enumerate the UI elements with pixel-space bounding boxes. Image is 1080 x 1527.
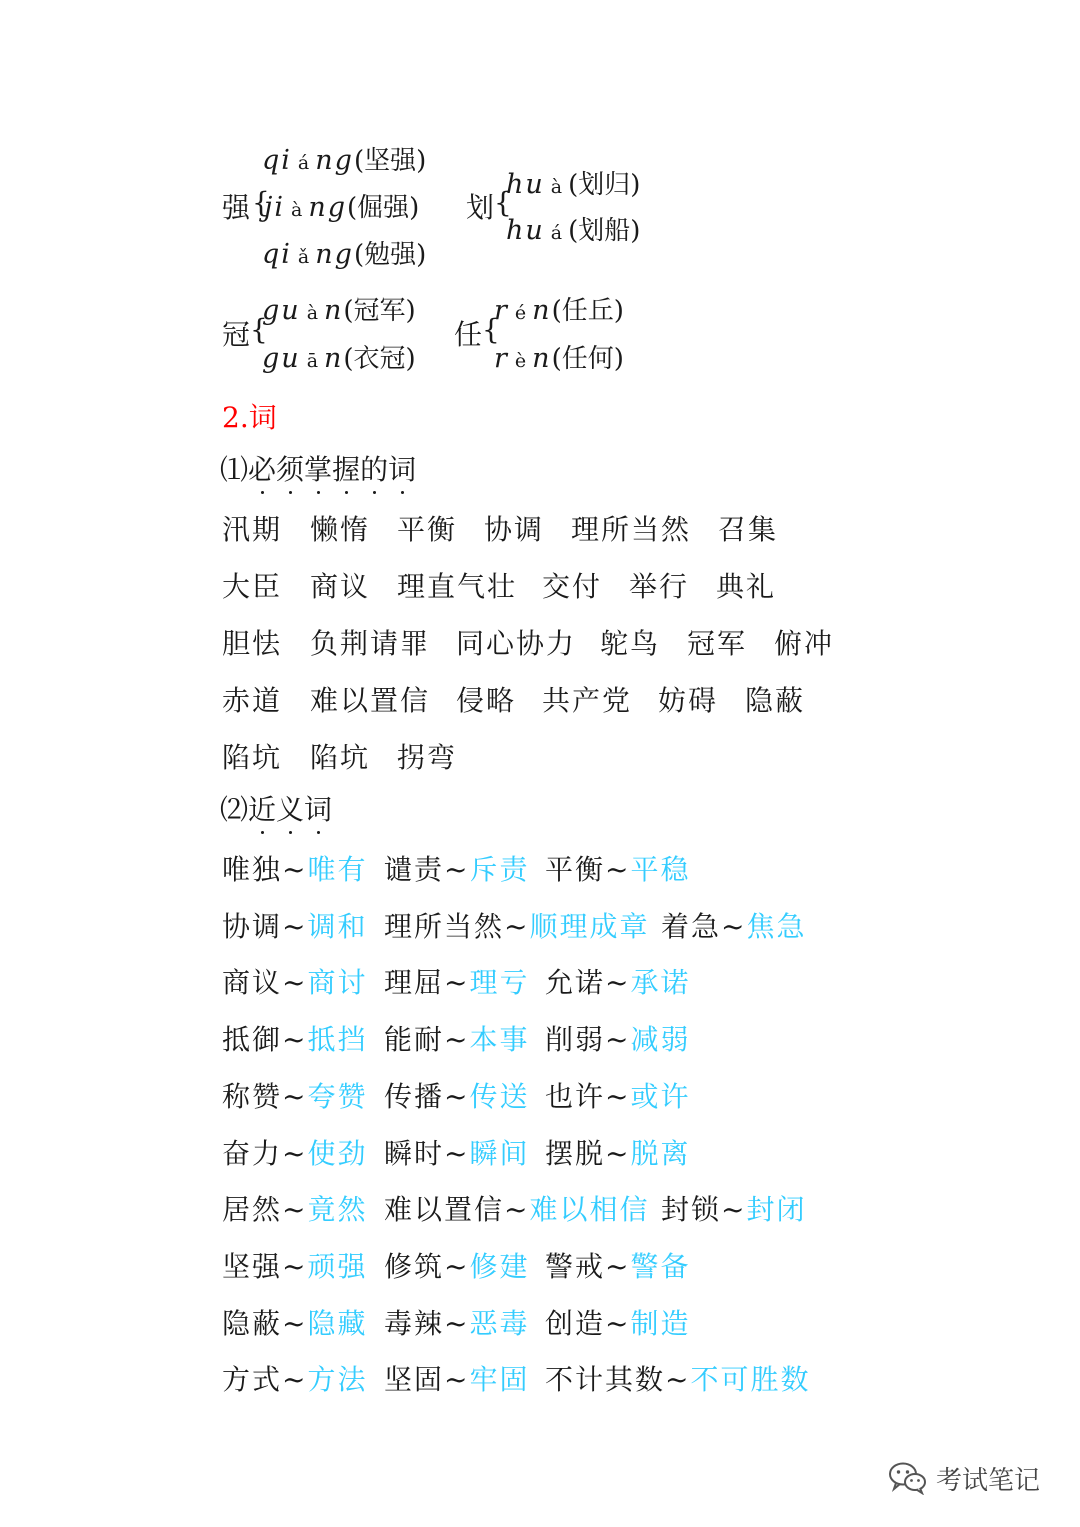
tone-mark: á [297,152,310,174]
must-words-heading [220,448,416,488]
synonym-pair [384,1188,650,1228]
synonym-word: 理屈 [384,966,445,999]
synonym-pair [222,1075,368,1115]
synonym-word: 抵御 [222,1023,283,1056]
synonym-word: 坚强 [222,1250,283,1283]
tilde-separator: ~ [444,1307,470,1340]
synonym-pair [545,1018,691,1058]
gloss: (冠军) [343,296,416,326]
tilde-separator: ~ [282,853,308,886]
tone-mark: è [514,350,527,372]
emphasis-char: 近 [248,788,276,828]
gloss: (坚强) [353,146,427,176]
pinyin-part: ng [315,145,354,176]
synonym-word: 称赞 [222,1080,283,1113]
synonym-answer: 难以相信 [529,1193,650,1226]
synonyms-heading [220,788,332,828]
footer-text: 考试笔记 [936,1466,1041,1496]
tilde-separator: ~ [605,1137,631,1170]
brace: { [252,186,270,219]
word: 交付 [542,570,603,603]
tone-mark: á [550,222,563,244]
synonym-pair [222,1358,368,1398]
tilde-separator: ~ [282,1137,308,1170]
tilde-separator: ~ [444,853,470,886]
synonym-word: 不计其数 [545,1363,666,1396]
synonym-answer: 制造 [630,1307,691,1340]
word: 理所当然 [571,513,692,546]
synonym-answer: 减弱 [630,1023,691,1056]
tilde-separator: ~ [282,1080,308,1113]
synonym-answer: 封闭 [746,1193,807,1226]
tilde-separator: ~ [444,966,470,999]
tilde-separator: ~ [721,910,747,943]
tilde-separator: ~ [282,1250,308,1283]
gloss: (任何) [551,344,624,374]
synonym-pair [545,961,691,1001]
polyphone-char-hua: 划 [466,191,495,224]
synonym-word: 削弱 [545,1023,606,1056]
brace: { [482,313,500,346]
reading-qiang-3 [262,234,426,271]
word: 拐弯 [397,741,458,774]
word: 胆怯 [222,627,283,660]
tilde-separator: ~ [605,1023,631,1056]
word: 侵略 [456,684,517,717]
polyphone-char-qiang: 强 [222,191,251,224]
synonym-pair [384,1075,530,1115]
word: 隐蔽 [745,684,806,717]
polyphone-char-guan: 冠 [222,318,251,351]
word: 召集 [718,513,779,546]
synonym-pair [384,1245,530,1285]
brace: { [250,313,268,346]
synonym-word: 隐蔽 [222,1307,283,1340]
pinyin-part: hu [506,215,545,246]
synonym-pair [222,905,368,945]
gloss: (勉强) [353,240,427,270]
word: 协调 [484,513,545,546]
pinyin-part: qi [262,145,292,176]
synonym-answer: 唯有 [307,853,368,886]
synonym-answer: 传送 [469,1080,530,1113]
synonym-word: 方式 [222,1363,283,1396]
emphasis-char: 掌 [304,448,332,488]
synonym-answer: 竟然 [307,1193,368,1226]
pinyin-part: n [324,343,344,374]
gloss: (倔强) [347,193,420,223]
reading-guan-2 [262,338,416,375]
gloss: (衣冠) [343,344,416,374]
synonym-word: 修筑 [384,1250,445,1283]
reading-ren-1 [494,290,624,327]
emphasis-char: 须 [276,448,304,488]
synonym-answer: 顽强 [307,1250,368,1283]
synonym-answer: 牢固 [469,1363,530,1396]
word: 举行 [629,570,690,603]
pinyin-part: r [494,295,509,326]
word: 陷坑 [310,741,371,774]
word: 汛期 [222,513,283,546]
gloss: (划归) [568,170,641,200]
tilde-separator: ~ [605,853,631,886]
pinyin-part: gu [262,343,301,374]
synonym-pair [384,848,530,888]
reading-ren-2 [494,338,624,375]
tone-mark: à [306,302,319,324]
tilde-separator: ~ [444,1363,470,1396]
synonym-pair [384,1302,530,1342]
synonym-answer: 警备 [630,1250,691,1283]
reading-hua-2 [506,210,640,247]
emphasis-char: 词 [388,448,416,488]
pinyin-part: gu [262,295,301,326]
synonym-word: 能耐 [384,1023,445,1056]
synonym-word: 难以置信 [384,1193,505,1226]
emphasis-char: 词 [304,788,332,828]
synonym-answer: 使劲 [307,1137,368,1170]
word: 平衡 [397,513,458,546]
synonym-answer: 焦急 [746,910,807,943]
wechat-icon [888,1461,928,1502]
synonym-answer: 方法 [307,1363,368,1396]
synonym-word: 居然 [222,1193,283,1226]
synonym-word: 毒辣 [384,1307,445,1340]
brace: { [494,186,512,219]
word: 同心协力 [456,627,577,660]
synonym-pair [384,905,650,945]
tilde-separator: ~ [605,966,631,999]
synonym-word: 奋力 [222,1137,283,1170]
tone-mark: ā [306,350,319,372]
word: 陷坑 [222,741,283,774]
word: 妨碍 [658,684,719,717]
synonym-answer: 或许 [630,1080,691,1113]
reading-hua-1 [506,164,640,201]
synonym-word: 瞬时 [384,1137,445,1170]
synonym-answer: 脱离 [630,1137,691,1170]
synonym-word: 传播 [384,1080,445,1113]
emphasis-char: 的 [360,448,388,488]
word: 难以置信 [310,684,431,717]
tilde-separator: ~ [444,1250,470,1283]
synonym-answer: 顺理成章 [529,910,650,943]
tilde-separator: ~ [282,966,308,999]
word: 冠军 [687,627,748,660]
heading-text [248,793,332,826]
synonym-answer: 抵挡 [307,1023,368,1056]
word: 理直气壮 [397,570,518,603]
word: 俯冲 [774,627,835,660]
section-title: 2.词 [222,401,277,434]
tilde-separator: ~ [721,1193,747,1226]
synonym-pair [222,848,368,888]
synonym-word: 警戒 [545,1250,606,1283]
heading-number: ⑴ [220,453,249,486]
synonym-pair [384,961,530,1001]
synonym-pair [384,1132,530,1172]
synonym-answer: 不可胜数 [690,1363,811,1396]
synonym-answer: 修建 [469,1250,530,1283]
tilde-separator: ~ [282,910,308,943]
pinyin-part: ng [308,192,348,223]
synonym-word: 平衡 [545,853,606,886]
synonym-pair [222,961,368,1001]
emphasis-char: 必 [248,448,276,488]
pinyin-part: ji [264,192,286,223]
word: 典礼 [716,570,777,603]
tilde-separator: ~ [282,1363,308,1396]
tone-mark: é [514,302,527,324]
pinyin-part: ng [315,239,354,270]
pinyin-part: r [494,343,509,374]
synonym-answer: 瞬间 [469,1137,530,1170]
synonym-answer: 夸赞 [307,1080,368,1113]
tilde-separator: ~ [504,1193,530,1226]
synonym-pair [222,1245,368,1285]
heading-text [248,453,416,486]
synonym-answer: 理亏 [469,966,530,999]
heading-number: ⑵ [220,793,249,826]
synonym-pair [222,1132,368,1172]
polyphone-char-ren: 任 [454,318,483,351]
synonym-pair [222,1302,368,1342]
synonym-pair [545,1245,691,1285]
synonym-word: 理所当然 [384,910,505,943]
tone-mark: ǎ [297,246,310,268]
gloss: (任丘) [551,296,624,326]
synonym-pair [384,1018,530,1058]
synonym-pair [545,1075,691,1115]
tilde-separator: ~ [282,1193,308,1226]
synonym-answer: 承诺 [630,966,691,999]
synonym-answer: 调和 [307,910,368,943]
pinyin-part: hu [506,169,545,200]
synonym-answer: 商讨 [307,966,368,999]
tilde-separator: ~ [282,1307,308,1340]
gloss: (划船) [568,216,641,246]
synonym-word: 着急 [661,910,722,943]
synonym-pair [661,1188,807,1228]
synonym-answer: 本事 [469,1023,530,1056]
synonym-answer: 斥责 [469,853,530,886]
synonym-word: 封锁 [661,1193,722,1226]
synonym-pair [545,1132,691,1172]
tilde-separator: ~ [605,1080,631,1113]
footer-watermark [888,1460,1040,1502]
synonym-word: 创造 [545,1307,606,1340]
synonym-answer: 恶毒 [469,1307,530,1340]
synonym-word: 允诺 [545,966,606,999]
synonym-pair [661,905,807,945]
tilde-separator: ~ [605,1307,631,1340]
synonym-answer: 隐藏 [307,1307,368,1340]
tilde-separator: ~ [444,1137,470,1170]
word: 大臣 [222,570,283,603]
reading-guan-1 [262,290,416,327]
word: 共产党 [542,684,633,717]
word: 鸵鸟 [600,627,661,660]
tilde-separator: ~ [665,1363,691,1396]
synonym-pair [222,1188,368,1228]
tone-mark: à [291,199,303,221]
reading-qiang-1 [262,140,426,177]
synonym-word: 也许 [545,1080,606,1113]
word: 懒惰 [310,513,371,546]
synonym-word: 协调 [222,910,283,943]
synonym-answer: 平稳 [630,853,691,886]
pinyin-part: n [532,343,552,374]
pinyin-part: n [532,295,552,326]
tone-mark: à [550,176,563,198]
pinyin-part: n [324,295,344,326]
synonym-pair [545,1358,811,1398]
word: 商议 [310,570,371,603]
tilde-separator: ~ [504,910,530,943]
emphasis-char: 握 [332,448,360,488]
word: 赤道 [222,684,283,717]
tilde-separator: ~ [444,1023,470,1056]
synonym-pair [545,848,691,888]
synonym-word: 唯独 [222,853,283,886]
tilde-separator: ~ [444,1080,470,1113]
synonym-word: 商议 [222,966,283,999]
word: 负荆请罪 [310,627,431,660]
synonym-pair [545,1302,691,1342]
pinyin-part: qi [262,239,292,270]
synonym-word: 坚固 [384,1363,445,1396]
synonym-word: 谴责 [384,853,445,886]
synonym-pair [384,1358,530,1398]
synonym-pair [222,1018,368,1058]
tilde-separator: ~ [605,1250,631,1283]
synonym-word: 摆脱 [545,1137,606,1170]
reading-qiang-2 [264,187,419,224]
emphasis-char: 义 [276,788,304,828]
tilde-separator: ~ [282,1023,308,1056]
